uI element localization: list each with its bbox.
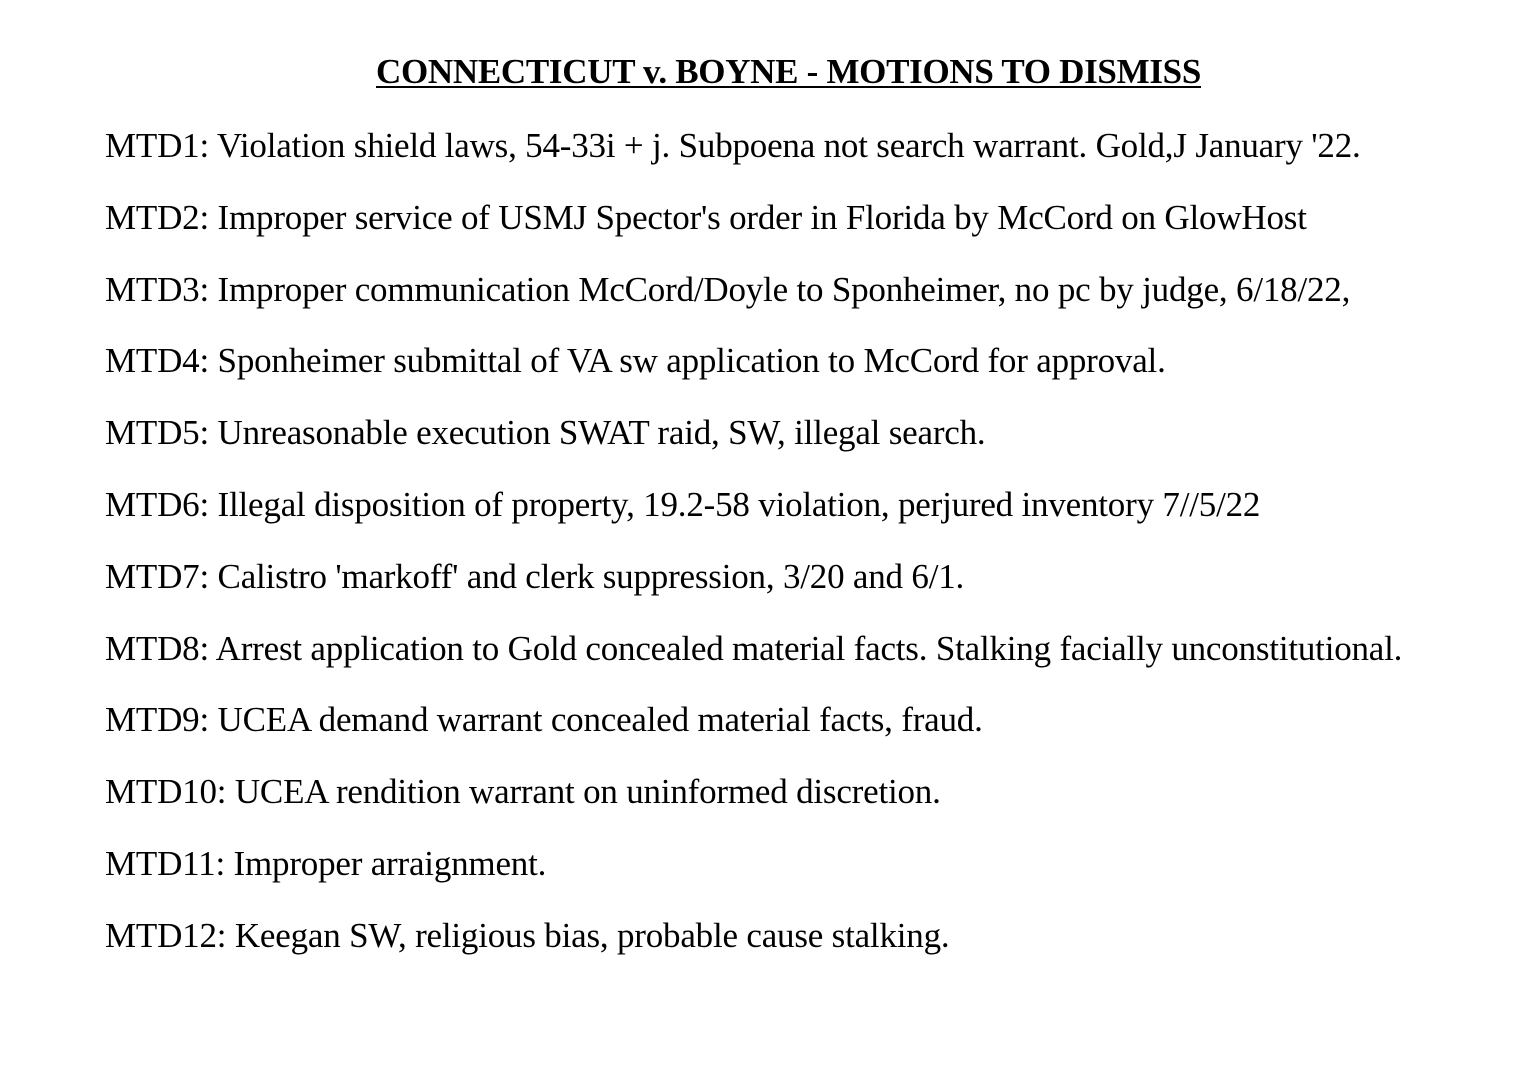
motion-item-1: MTD1: Violation shield laws, 54-33i + j. Subpoena not search warrant. Gold,J January '22. xyxy=(105,126,1361,165)
motion-item-4: MTD4: Sponheimer submittal of VA sw application to McCord for approval. xyxy=(105,341,1166,381)
motion-item-2: MTD2: Improper service of USMJ Spector's order in Florida by McCord on GlowHost xyxy=(105,197,1307,237)
document-title: CONNECTICUT v. BOYNE - MOTIONS TO DISMISS xyxy=(376,52,1201,91)
motion-item-5: MTD5: Unreasonable execution SWAT raid, SW, illegal search. xyxy=(105,413,986,453)
motion-item-12: MTD12: Keegan SW, religious bias, probable cause stalking. xyxy=(105,915,950,955)
motion-item-3: MTD3: Improper communication McCord/Doyle to Sponheimer, no pc by judge, 6/18/22, xyxy=(105,269,1351,309)
motion-item-10: MTD10: UCEA rendition warrant on uninformed discretion. xyxy=(105,772,941,812)
motions-list xyxy=(105,124,1402,986)
motion-item-9: MTD9: UCEA demand warrant concealed material facts, fraud. xyxy=(105,700,983,740)
motion-item-6: MTD6: Illegal disposition of property, 19.2-58 violation, perjured inventory 7//5/22 xyxy=(105,484,1261,524)
motion-item-7: MTD7: Calistro 'markoff' and clerk suppression, 3/20 and 6/1. xyxy=(105,556,965,596)
motion-item-11: MTD11: Improper arraignment. xyxy=(105,843,547,883)
motion-item-8: MTD8: Arrest application to Gold concealed material facts. Stalking facially unconstitutional. xyxy=(105,628,1403,668)
